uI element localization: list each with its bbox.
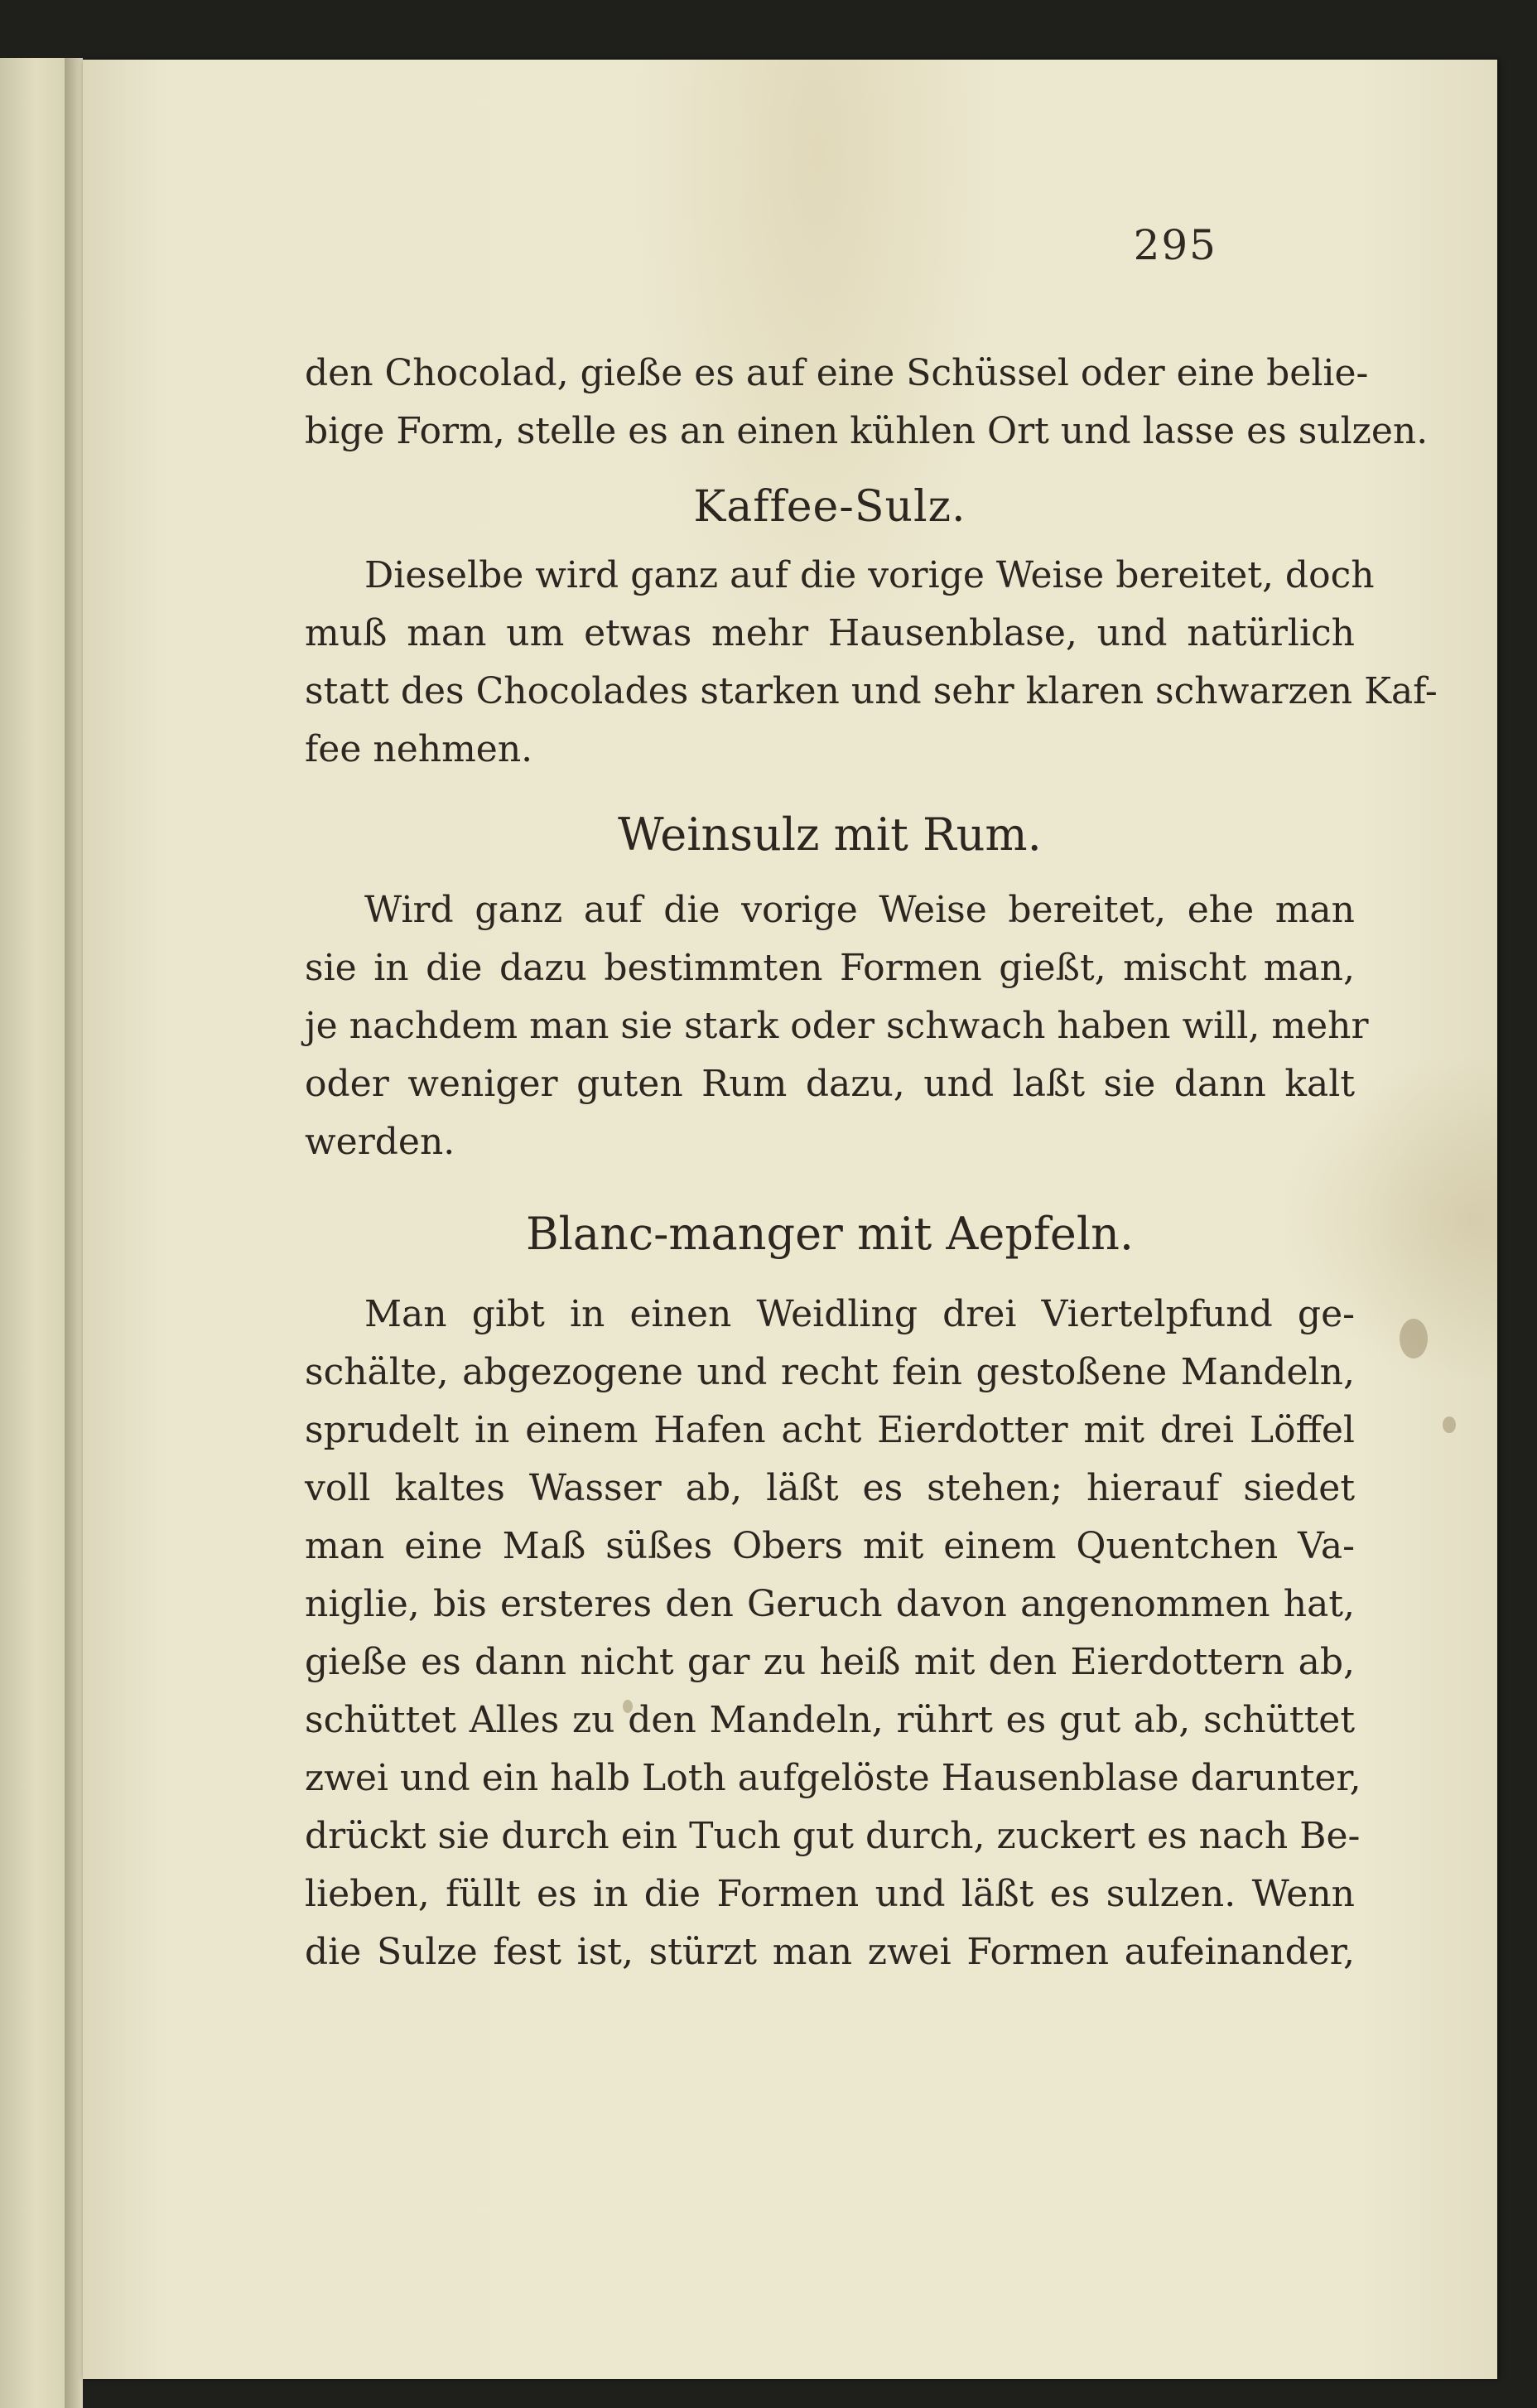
text-line: niglie, bis ersteres den Geruch davon angenommen hat,	[305, 1583, 1355, 1625]
text-line: je nachdem man sie stark oder schwach haben will, mehr	[305, 1005, 1369, 1047]
text-line: schälte, abgezogene und recht fein gestoßene Mandeln,	[305, 1351, 1355, 1393]
book-page	[83, 60, 1497, 2379]
paper-stain	[1400, 1319, 1428, 1358]
text-line: statt des Chocolades starken und sehr klaren schwarzen Kaf-	[305, 670, 1438, 712]
facing-page-edge	[0, 58, 66, 2408]
text-line: sie in die dazu bestimmten Formen gießt, mischt man,	[305, 947, 1355, 989]
text-line: muß man um etwas mehr Hausenblase, und natürlich	[305, 612, 1355, 654]
text-line: oder weniger guten Rum dazu, und laßt sie dann kalt	[305, 1063, 1355, 1105]
text-line: Man gibt in einen Weidling drei Viertelpfund ge-	[364, 1293, 1355, 1335]
page-number: 295	[1133, 221, 1217, 269]
text-line: fee nehmen.	[305, 728, 533, 770]
page-text	[305, 345, 1438, 1981]
text-line: die Sulze fest ist, stürzt man zwei Formen aufeinander,	[305, 1931, 1355, 1973]
text-line: Wird ganz auf die vorige Weise bereitet, ehe man	[364, 889, 1355, 931]
text-line: Dieselbe wird ganz auf die vorige Weise bereitet, doch	[364, 554, 1375, 596]
text-line: sprudelt in einem Hafen acht Eierdotter mit drei Löffel	[305, 1409, 1355, 1451]
book-gutter	[65, 58, 83, 2408]
text-line: voll kaltes Wasser ab, läßt es stehen; hierauf siedet	[305, 1467, 1355, 1509]
text-line: werden.	[305, 1121, 455, 1163]
heading-blanc-manger: Blanc-manger mit Aepfeln.	[525, 1208, 1135, 1260]
text-line: drückt sie durch ein Tuch gut durch, zuckert es nach Be-	[305, 1815, 1361, 1857]
text-line: bige Form, stelle es an einen kühlen Ort und lasse es sulzen.	[305, 410, 1429, 452]
text-line: man eine Maß süßes Obers mit einem Quentchen Va-	[305, 1525, 1355, 1567]
heading-kaffee-sulz: Kaffee-Sulz.	[693, 482, 966, 532]
text-line: lieben, füllt es in die Formen und läßt es sulzen. Wenn	[305, 1873, 1355, 1915]
text-line: gieße es dann nicht gar zu heiß mit den Eierdottern ab,	[305, 1641, 1355, 1683]
text-line: schüttet Alles zu den Mandeln, rührt es gut ab, schüttet	[305, 1699, 1355, 1741]
heading-weinsulz-mit-rum: Weinsulz mit Rum.	[618, 808, 1042, 861]
text-line: den Chocolad, gieße es auf eine Schüssel oder eine belie-	[305, 352, 1369, 394]
text-line: zwei und ein halb Loth aufgelöste Hausenblase darunter,	[305, 1757, 1361, 1799]
paper-stain	[1443, 1416, 1456, 1433]
